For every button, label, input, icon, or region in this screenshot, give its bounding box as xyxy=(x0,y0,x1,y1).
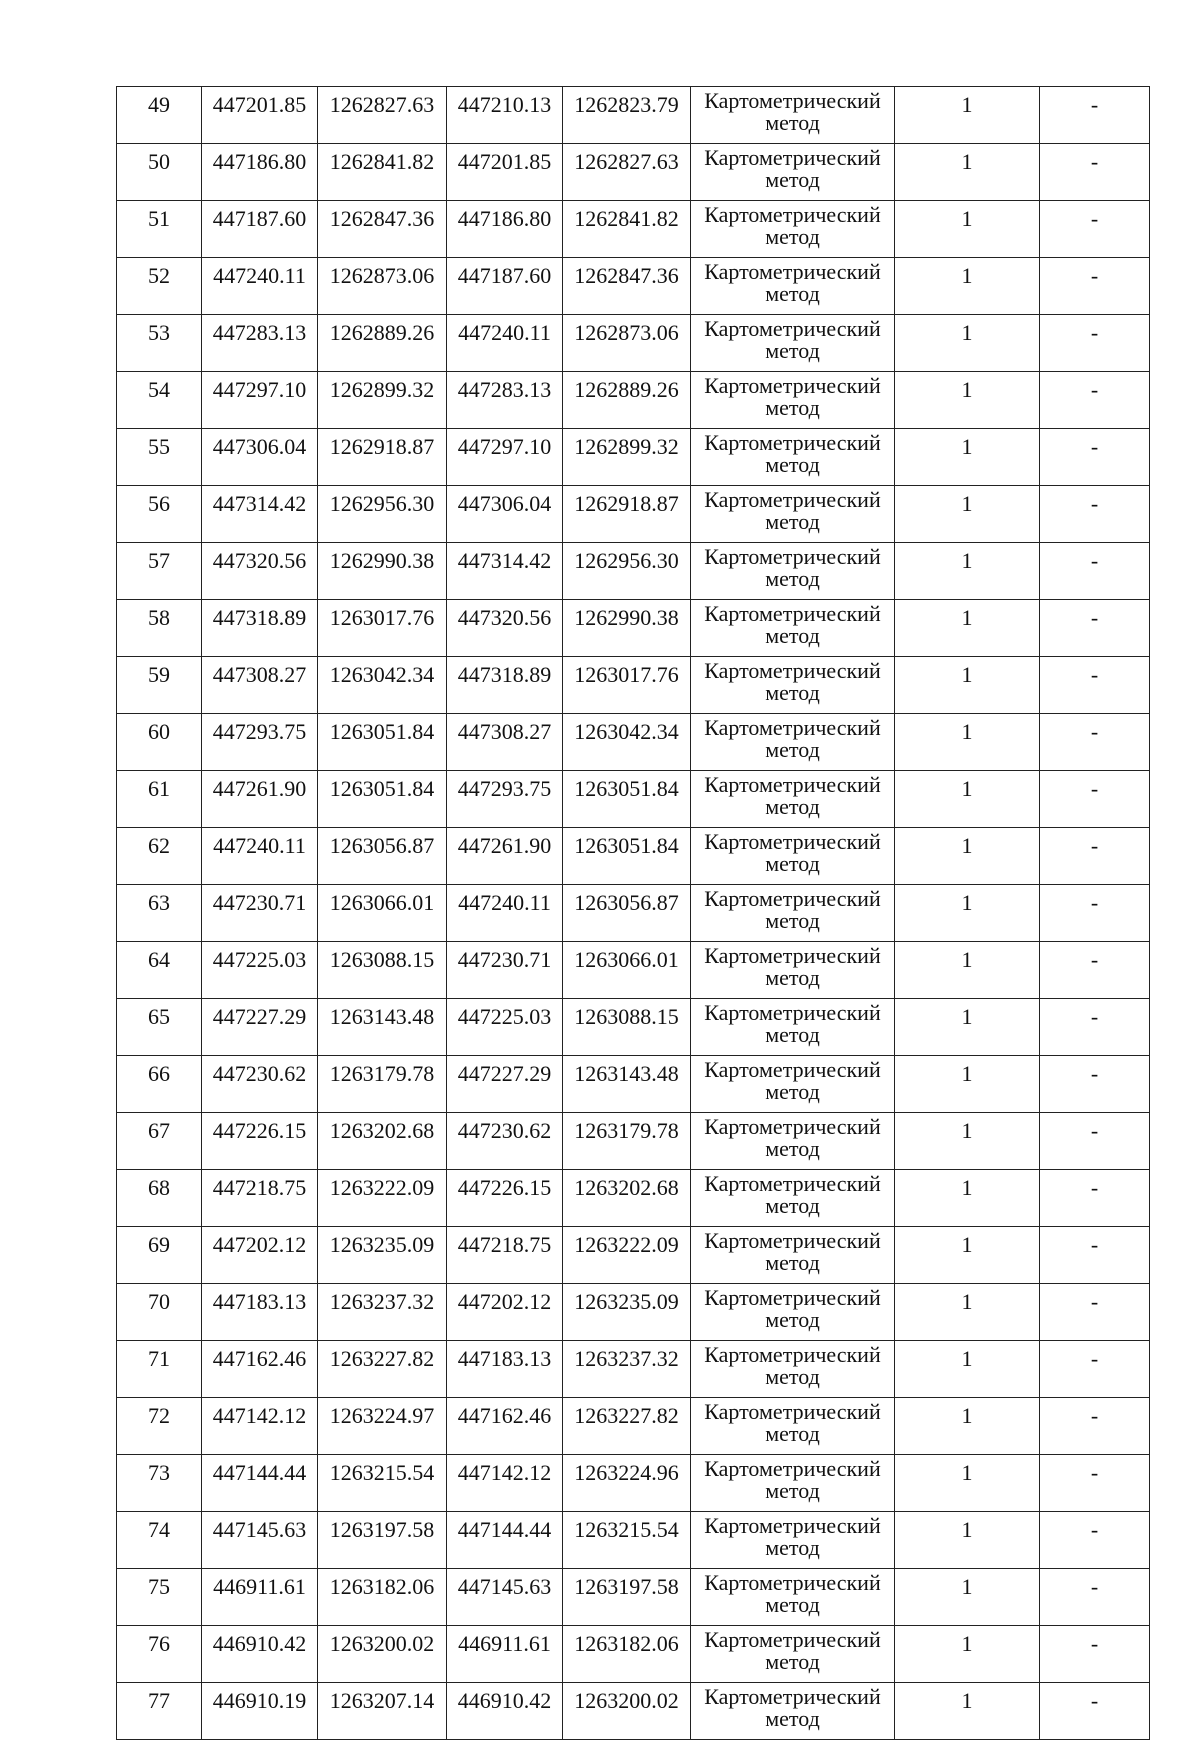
x-end-cell: 447183.13 xyxy=(447,1341,563,1398)
x-start-cell: 446910.19 xyxy=(202,1683,318,1740)
table-row xyxy=(117,1170,1150,1227)
x-start-cell: 447225.03 xyxy=(202,942,318,999)
x-end-cell: 447240.11 xyxy=(447,315,563,372)
y-start-cell: 1263224.97 xyxy=(318,1398,447,1455)
y-end-cell: 1263042.34 xyxy=(563,714,691,771)
method-cell: Картометрический метод xyxy=(691,1227,895,1284)
x-start-cell: 447240.11 xyxy=(202,828,318,885)
method-cell: Картометрический метод xyxy=(691,1113,895,1170)
y-start-cell: 1263042.34 xyxy=(318,657,447,714)
accuracy-cell: 1 xyxy=(895,1284,1040,1341)
accuracy-cell: 1 xyxy=(895,1227,1040,1284)
table-row xyxy=(117,87,1150,144)
x-end-cell: 447314.42 xyxy=(447,543,563,600)
method-cell: Картометрический метод xyxy=(691,771,895,828)
description-cell: - xyxy=(1040,87,1150,144)
point-number-cell: 76 xyxy=(117,1626,202,1683)
point-number-cell: 59 xyxy=(117,657,202,714)
description-cell: - xyxy=(1040,144,1150,201)
y-end-cell: 1263227.82 xyxy=(563,1398,691,1455)
method-cell: Картометрический метод xyxy=(691,429,895,486)
table-row xyxy=(117,1626,1150,1683)
point-number-cell: 70 xyxy=(117,1284,202,1341)
y-start-cell: 1263202.68 xyxy=(318,1113,447,1170)
method-cell: Картометрический метод xyxy=(691,714,895,771)
table-row xyxy=(117,657,1150,714)
y-start-cell: 1263207.14 xyxy=(318,1683,447,1740)
y-end-cell: 1263051.84 xyxy=(563,771,691,828)
point-number-cell: 62 xyxy=(117,828,202,885)
y-start-cell: 1263179.78 xyxy=(318,1056,447,1113)
description-cell: - xyxy=(1040,1227,1150,1284)
x-end-cell: 447318.89 xyxy=(447,657,563,714)
x-start-cell: 447162.46 xyxy=(202,1341,318,1398)
y-end-cell: 1262899.32 xyxy=(563,429,691,486)
description-cell: - xyxy=(1040,885,1150,942)
description-cell: - xyxy=(1040,1455,1150,1512)
description-cell: - xyxy=(1040,1512,1150,1569)
method-cell: Картометрический метод xyxy=(691,201,895,258)
y-start-cell: 1263182.06 xyxy=(318,1569,447,1626)
point-number-cell: 77 xyxy=(117,1683,202,1740)
table-row xyxy=(117,201,1150,258)
x-end-cell: 447230.62 xyxy=(447,1113,563,1170)
description-cell: - xyxy=(1040,1113,1150,1170)
description-cell: - xyxy=(1040,657,1150,714)
table-row xyxy=(117,258,1150,315)
table-row xyxy=(117,486,1150,543)
x-end-cell: 447187.60 xyxy=(447,258,563,315)
table-row xyxy=(117,1512,1150,1569)
point-number-cell: 50 xyxy=(117,144,202,201)
table-row xyxy=(117,1227,1150,1284)
point-number-cell: 54 xyxy=(117,372,202,429)
point-number-cell: 74 xyxy=(117,1512,202,1569)
method-cell: Картометрический метод xyxy=(691,1626,895,1683)
coordinates-table xyxy=(116,86,1150,1740)
x-end-cell: 447225.03 xyxy=(447,999,563,1056)
y-end-cell: 1262990.38 xyxy=(563,600,691,657)
description-cell: - xyxy=(1040,315,1150,372)
point-number-cell: 71 xyxy=(117,1341,202,1398)
accuracy-cell: 1 xyxy=(895,315,1040,372)
method-cell: Картометрический метод xyxy=(691,1569,895,1626)
point-number-cell: 55 xyxy=(117,429,202,486)
y-start-cell: 1263066.01 xyxy=(318,885,447,942)
description-cell: - xyxy=(1040,942,1150,999)
y-end-cell: 1263222.09 xyxy=(563,1227,691,1284)
accuracy-cell: 1 xyxy=(895,258,1040,315)
x-end-cell: 447320.56 xyxy=(447,600,563,657)
accuracy-cell: 1 xyxy=(895,771,1040,828)
point-number-cell: 52 xyxy=(117,258,202,315)
table-row xyxy=(117,1455,1150,1512)
x-start-cell: 447202.12 xyxy=(202,1227,318,1284)
x-end-cell: 447261.90 xyxy=(447,828,563,885)
x-end-cell: 447218.75 xyxy=(447,1227,563,1284)
y-end-cell: 1262873.06 xyxy=(563,315,691,372)
description-cell: - xyxy=(1040,1284,1150,1341)
y-end-cell: 1263179.78 xyxy=(563,1113,691,1170)
x-end-cell: 447230.71 xyxy=(447,942,563,999)
y-start-cell: 1263056.87 xyxy=(318,828,447,885)
accuracy-cell: 1 xyxy=(895,1683,1040,1740)
point-number-cell: 58 xyxy=(117,600,202,657)
y-end-cell: 1263202.68 xyxy=(563,1170,691,1227)
point-number-cell: 67 xyxy=(117,1113,202,1170)
table-row xyxy=(117,1113,1150,1170)
y-start-cell: 1262956.30 xyxy=(318,486,447,543)
x-start-cell: 447187.60 xyxy=(202,201,318,258)
point-number-cell: 49 xyxy=(117,87,202,144)
description-cell: - xyxy=(1040,1341,1150,1398)
y-start-cell: 1262918.87 xyxy=(318,429,447,486)
accuracy-cell: 1 xyxy=(895,87,1040,144)
y-start-cell: 1263143.48 xyxy=(318,999,447,1056)
x-start-cell: 447314.42 xyxy=(202,486,318,543)
method-cell: Картометрический метод xyxy=(691,1455,895,1512)
x-start-cell: 447283.13 xyxy=(202,315,318,372)
x-end-cell: 447283.13 xyxy=(447,372,563,429)
x-start-cell: 447308.27 xyxy=(202,657,318,714)
accuracy-cell: 1 xyxy=(895,1455,1040,1512)
x-end-cell: 446910.42 xyxy=(447,1683,563,1740)
method-cell: Картометрический метод xyxy=(691,942,895,999)
accuracy-cell: 1 xyxy=(895,1113,1040,1170)
table-row xyxy=(117,543,1150,600)
x-end-cell: 447293.75 xyxy=(447,771,563,828)
x-end-cell: 447145.63 xyxy=(447,1569,563,1626)
accuracy-cell: 1 xyxy=(895,600,1040,657)
x-end-cell: 447210.13 xyxy=(447,87,563,144)
point-number-cell: 57 xyxy=(117,543,202,600)
description-cell: - xyxy=(1040,714,1150,771)
accuracy-cell: 1 xyxy=(895,543,1040,600)
table-row xyxy=(117,885,1150,942)
table-row xyxy=(117,1056,1150,1113)
description-cell: - xyxy=(1040,429,1150,486)
y-start-cell: 1262841.82 xyxy=(318,144,447,201)
y-start-cell: 1263051.84 xyxy=(318,771,447,828)
table-row xyxy=(117,1284,1150,1341)
x-start-cell: 446911.61 xyxy=(202,1569,318,1626)
method-cell: Картометрический метод xyxy=(691,1056,895,1113)
accuracy-cell: 1 xyxy=(895,486,1040,543)
x-end-cell: 447144.44 xyxy=(447,1512,563,1569)
table-row xyxy=(117,1341,1150,1398)
y-end-cell: 1263215.54 xyxy=(563,1512,691,1569)
y-end-cell: 1262847.36 xyxy=(563,258,691,315)
y-start-cell: 1263017.76 xyxy=(318,600,447,657)
description-cell: - xyxy=(1040,828,1150,885)
description-cell: - xyxy=(1040,543,1150,600)
x-end-cell: 447162.46 xyxy=(447,1398,563,1455)
y-end-cell: 1262956.30 xyxy=(563,543,691,600)
y-end-cell: 1262823.79 xyxy=(563,87,691,144)
table-row xyxy=(117,1569,1150,1626)
point-number-cell: 68 xyxy=(117,1170,202,1227)
method-cell: Картометрический метод xyxy=(691,372,895,429)
point-number-cell: 69 xyxy=(117,1227,202,1284)
table-row xyxy=(117,999,1150,1056)
x-start-cell: 447318.89 xyxy=(202,600,318,657)
y-start-cell: 1263222.09 xyxy=(318,1170,447,1227)
x-end-cell: 447240.11 xyxy=(447,885,563,942)
method-cell: Картометрический метод xyxy=(691,543,895,600)
accuracy-cell: 1 xyxy=(895,942,1040,999)
x-start-cell: 447230.71 xyxy=(202,885,318,942)
description-cell: - xyxy=(1040,600,1150,657)
description-cell: - xyxy=(1040,1626,1150,1683)
y-end-cell: 1262841.82 xyxy=(563,201,691,258)
table-body xyxy=(117,87,1150,1740)
y-start-cell: 1262847.36 xyxy=(318,201,447,258)
x-start-cell: 447145.63 xyxy=(202,1512,318,1569)
x-end-cell: 447201.85 xyxy=(447,144,563,201)
y-start-cell: 1263051.84 xyxy=(318,714,447,771)
accuracy-cell: 1 xyxy=(895,1512,1040,1569)
y-start-cell: 1263197.58 xyxy=(318,1512,447,1569)
y-start-cell: 1262990.38 xyxy=(318,543,447,600)
table-row xyxy=(117,144,1150,201)
y-start-cell: 1263200.02 xyxy=(318,1626,447,1683)
point-number-cell: 65 xyxy=(117,999,202,1056)
accuracy-cell: 1 xyxy=(895,144,1040,201)
method-cell: Картометрический метод xyxy=(691,144,895,201)
method-cell: Картометрический метод xyxy=(691,1341,895,1398)
description-cell: - xyxy=(1040,1569,1150,1626)
x-end-cell: 447297.10 xyxy=(447,429,563,486)
y-end-cell: 1263197.58 xyxy=(563,1569,691,1626)
x-start-cell: 447320.56 xyxy=(202,543,318,600)
point-number-cell: 63 xyxy=(117,885,202,942)
method-cell: Картометрический метод xyxy=(691,315,895,372)
table-row xyxy=(117,429,1150,486)
y-end-cell: 1263017.76 xyxy=(563,657,691,714)
x-start-cell: 447142.12 xyxy=(202,1398,318,1455)
point-number-cell: 64 xyxy=(117,942,202,999)
table-row xyxy=(117,372,1150,429)
accuracy-cell: 1 xyxy=(895,1626,1040,1683)
method-cell: Картометрический метод xyxy=(691,1512,895,1569)
y-end-cell: 1262918.87 xyxy=(563,486,691,543)
accuracy-cell: 1 xyxy=(895,657,1040,714)
y-start-cell: 1262827.63 xyxy=(318,87,447,144)
method-cell: Картометрический метод xyxy=(691,1683,895,1740)
x-end-cell: 446911.61 xyxy=(447,1626,563,1683)
y-end-cell: 1263182.06 xyxy=(563,1626,691,1683)
y-start-cell: 1263237.32 xyxy=(318,1284,447,1341)
y-start-cell: 1263235.09 xyxy=(318,1227,447,1284)
x-start-cell: 447201.85 xyxy=(202,87,318,144)
point-number-cell: 60 xyxy=(117,714,202,771)
description-cell: - xyxy=(1040,771,1150,828)
accuracy-cell: 1 xyxy=(895,201,1040,258)
x-start-cell: 447230.62 xyxy=(202,1056,318,1113)
x-end-cell: 447142.12 xyxy=(447,1455,563,1512)
x-start-cell: 447261.90 xyxy=(202,771,318,828)
x-start-cell: 447144.44 xyxy=(202,1455,318,1512)
description-cell: - xyxy=(1040,201,1150,258)
table-row xyxy=(117,771,1150,828)
accuracy-cell: 1 xyxy=(895,1056,1040,1113)
y-end-cell: 1263066.01 xyxy=(563,942,691,999)
y-end-cell: 1263088.15 xyxy=(563,999,691,1056)
accuracy-cell: 1 xyxy=(895,828,1040,885)
y-end-cell: 1263237.32 xyxy=(563,1341,691,1398)
description-cell: - xyxy=(1040,1056,1150,1113)
x-end-cell: 447202.12 xyxy=(447,1284,563,1341)
method-cell: Картометрический метод xyxy=(691,486,895,543)
table-row xyxy=(117,714,1150,771)
y-end-cell: 1263056.87 xyxy=(563,885,691,942)
y-end-cell: 1263235.09 xyxy=(563,1284,691,1341)
point-number-cell: 72 xyxy=(117,1398,202,1455)
point-number-cell: 66 xyxy=(117,1056,202,1113)
y-start-cell: 1263215.54 xyxy=(318,1455,447,1512)
y-start-cell: 1262899.32 xyxy=(318,372,447,429)
description-cell: - xyxy=(1040,1170,1150,1227)
accuracy-cell: 1 xyxy=(895,372,1040,429)
table-row xyxy=(117,1398,1150,1455)
method-cell: Картометрический метод xyxy=(691,600,895,657)
y-end-cell: 1262827.63 xyxy=(563,144,691,201)
method-cell: Картометрический метод xyxy=(691,1398,895,1455)
table-row xyxy=(117,828,1150,885)
x-start-cell: 447186.80 xyxy=(202,144,318,201)
table-row xyxy=(117,1683,1150,1740)
x-end-cell: 447226.15 xyxy=(447,1170,563,1227)
accuracy-cell: 1 xyxy=(895,1398,1040,1455)
x-start-cell: 447306.04 xyxy=(202,429,318,486)
point-number-cell: 53 xyxy=(117,315,202,372)
description-cell: - xyxy=(1040,486,1150,543)
y-end-cell: 1262889.26 xyxy=(563,372,691,429)
y-start-cell: 1262873.06 xyxy=(318,258,447,315)
x-start-cell: 447293.75 xyxy=(202,714,318,771)
y-end-cell: 1263051.84 xyxy=(563,828,691,885)
table-row xyxy=(117,942,1150,999)
x-start-cell: 447218.75 xyxy=(202,1170,318,1227)
x-start-cell: 446910.42 xyxy=(202,1626,318,1683)
method-cell: Картометрический метод xyxy=(691,885,895,942)
y-end-cell: 1263224.96 xyxy=(563,1455,691,1512)
table-row xyxy=(117,600,1150,657)
y-end-cell: 1263143.48 xyxy=(563,1056,691,1113)
method-cell: Картометрический метод xyxy=(691,258,895,315)
x-start-cell: 447297.10 xyxy=(202,372,318,429)
accuracy-cell: 1 xyxy=(895,1170,1040,1227)
y-start-cell: 1263088.15 xyxy=(318,942,447,999)
table-row xyxy=(117,315,1150,372)
description-cell: - xyxy=(1040,999,1150,1056)
x-start-cell: 447227.29 xyxy=(202,999,318,1056)
x-start-cell: 447226.15 xyxy=(202,1113,318,1170)
point-number-cell: 61 xyxy=(117,771,202,828)
accuracy-cell: 1 xyxy=(895,999,1040,1056)
description-cell: - xyxy=(1040,1398,1150,1455)
accuracy-cell: 1 xyxy=(895,714,1040,771)
method-cell: Картометрический метод xyxy=(691,999,895,1056)
x-end-cell: 447186.80 xyxy=(447,201,563,258)
point-number-cell: 73 xyxy=(117,1455,202,1512)
method-cell: Картометрический метод xyxy=(691,1284,895,1341)
y-start-cell: 1262889.26 xyxy=(318,315,447,372)
description-cell: - xyxy=(1040,372,1150,429)
method-cell: Картометрический метод xyxy=(691,828,895,885)
accuracy-cell: 1 xyxy=(895,885,1040,942)
accuracy-cell: 1 xyxy=(895,1341,1040,1398)
method-cell: Картометрический метод xyxy=(691,1170,895,1227)
point-number-cell: 56 xyxy=(117,486,202,543)
y-end-cell: 1263200.02 xyxy=(563,1683,691,1740)
x-end-cell: 447306.04 xyxy=(447,486,563,543)
accuracy-cell: 1 xyxy=(895,1569,1040,1626)
x-start-cell: 447240.11 xyxy=(202,258,318,315)
description-cell: - xyxy=(1040,1683,1150,1740)
accuracy-cell: 1 xyxy=(895,429,1040,486)
description-cell: - xyxy=(1040,258,1150,315)
point-number-cell: 75 xyxy=(117,1569,202,1626)
y-start-cell: 1263227.82 xyxy=(318,1341,447,1398)
point-number-cell: 51 xyxy=(117,201,202,258)
method-cell: Картометрический метод xyxy=(691,87,895,144)
x-end-cell: 447227.29 xyxy=(447,1056,563,1113)
x-start-cell: 447183.13 xyxy=(202,1284,318,1341)
x-end-cell: 447308.27 xyxy=(447,714,563,771)
method-cell: Картометрический метод xyxy=(691,657,895,714)
